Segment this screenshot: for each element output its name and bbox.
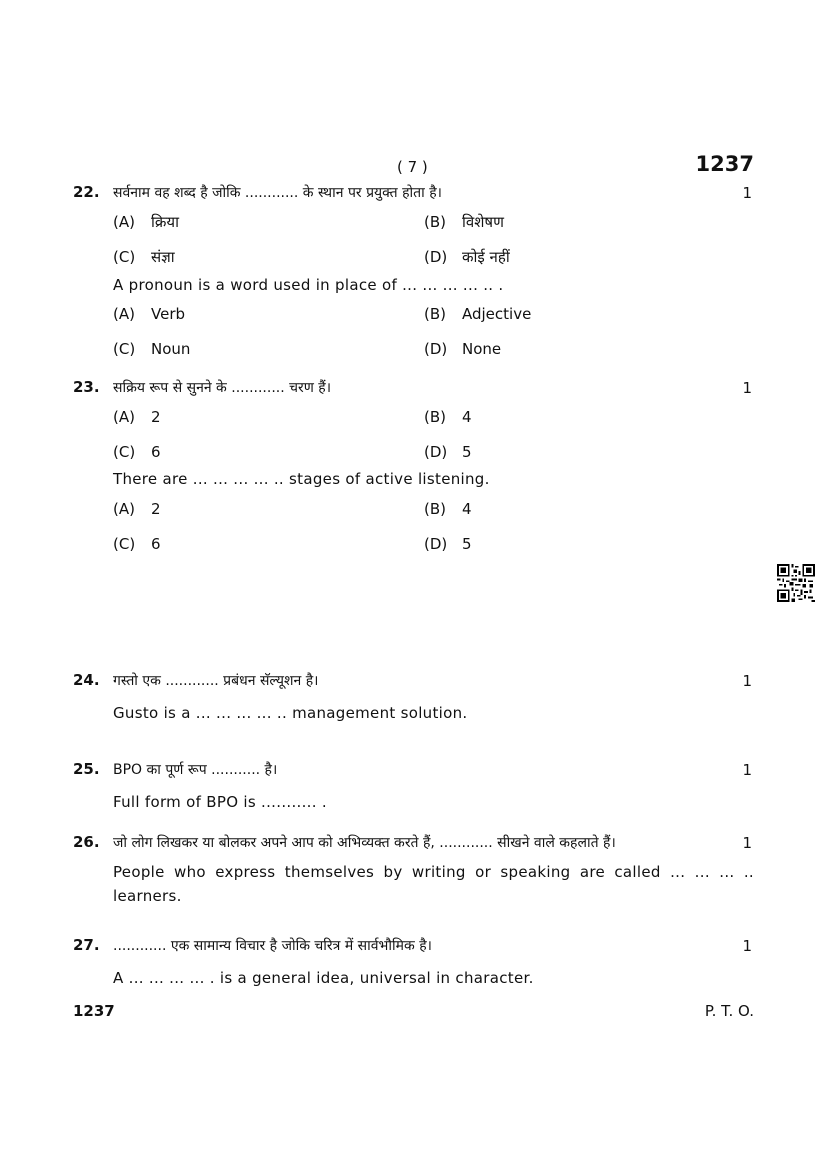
question-number: 22.	[73, 183, 100, 201]
question-text-english: A pronoun is a word used in place of ... ... ... ... .. .	[113, 276, 504, 294]
question-number: 23.	[73, 378, 100, 396]
question-text-english: There are ... ... ... ... .. stages of active listening.	[113, 470, 490, 488]
option-d-english: (D) 5	[424, 535, 472, 553]
question-text-hindi: सक्रिय रूप से सुनने के ............ चरण हैं।	[113, 380, 332, 396]
question-number: 26.	[73, 833, 100, 851]
option-d-hindi: (D) कोई नहीं	[424, 248, 510, 266]
option-b-english: (B) 4	[424, 500, 472, 518]
qr-code-icon	[777, 564, 815, 602]
option-a-english: (A) Verb	[113, 305, 186, 323]
question-text-english: A ... ... ... ... . is a general idea, universal in character.	[113, 969, 534, 987]
question-text-english: People who express themselves by writing or speaking are called ... ... ... ..	[113, 863, 754, 881]
question-number: 25.	[73, 760, 100, 778]
option-b-hindi: (B) विशेषण	[424, 213, 504, 231]
option-a-hindi: (A) क्रिया	[113, 213, 179, 231]
page-number: ( 7 )	[397, 158, 428, 176]
question-text-hindi: गस्तो एक ............ प्रबंधन सॅल्यूशन है।	[113, 673, 319, 689]
question-text-hindi: BPO का पूर्ण रूप ........... है।	[113, 762, 278, 778]
option-a-hindi: (A) 2	[113, 408, 161, 426]
question-text-hindi: सर्वनाम वह शब्द है जोकि ............ के स्थान पर प्रयुक्त होता है।	[113, 185, 442, 201]
option-d-english: (D) None	[424, 340, 502, 358]
option-a-english: (A) 2	[113, 500, 161, 518]
option-c-english: (C) 6	[113, 535, 161, 553]
option-b-english: (B) Adjective	[424, 305, 532, 323]
option-d-hindi: (D) 5	[424, 443, 472, 461]
option-b-hindi: (B) 4	[424, 408, 472, 426]
question-marks: 1	[742, 379, 752, 397]
question-text-english: Gusto is a ... ... ... ... .. management solution.	[113, 704, 468, 722]
question-marks: 1	[742, 184, 752, 202]
question-text-hindi: ............ एक सामान्य विचार है जोकि चरित्र में सार्वभौमिक है।	[113, 938, 432, 954]
option-c-english: (C) Noun	[113, 340, 191, 358]
please-turn-over: P. T. O.	[704, 1002, 754, 1020]
question-number: 24.	[73, 671, 100, 689]
question-text-english: Full form of BPO is ........... .	[113, 793, 327, 811]
paper-code-footer: 1237	[73, 1002, 115, 1020]
question-marks: 1	[742, 834, 752, 852]
question-text-hindi: जो लोग लिखकर या बोलकर अपने आप को अभिव्यक्त करते हैं, ............ सीखने वाले कहलाते हैं।	[113, 835, 616, 851]
question-marks: 1	[742, 937, 752, 955]
paper-code-header: 1237	[695, 152, 754, 176]
question-number: 27.	[73, 936, 100, 954]
option-c-hindi: (C) 6	[113, 443, 161, 461]
question-text-english-continued: learners.	[113, 887, 182, 905]
question-marks: 1	[742, 672, 752, 690]
question-marks: 1	[742, 761, 752, 779]
option-c-hindi: (C) संज्ञा	[113, 248, 175, 266]
